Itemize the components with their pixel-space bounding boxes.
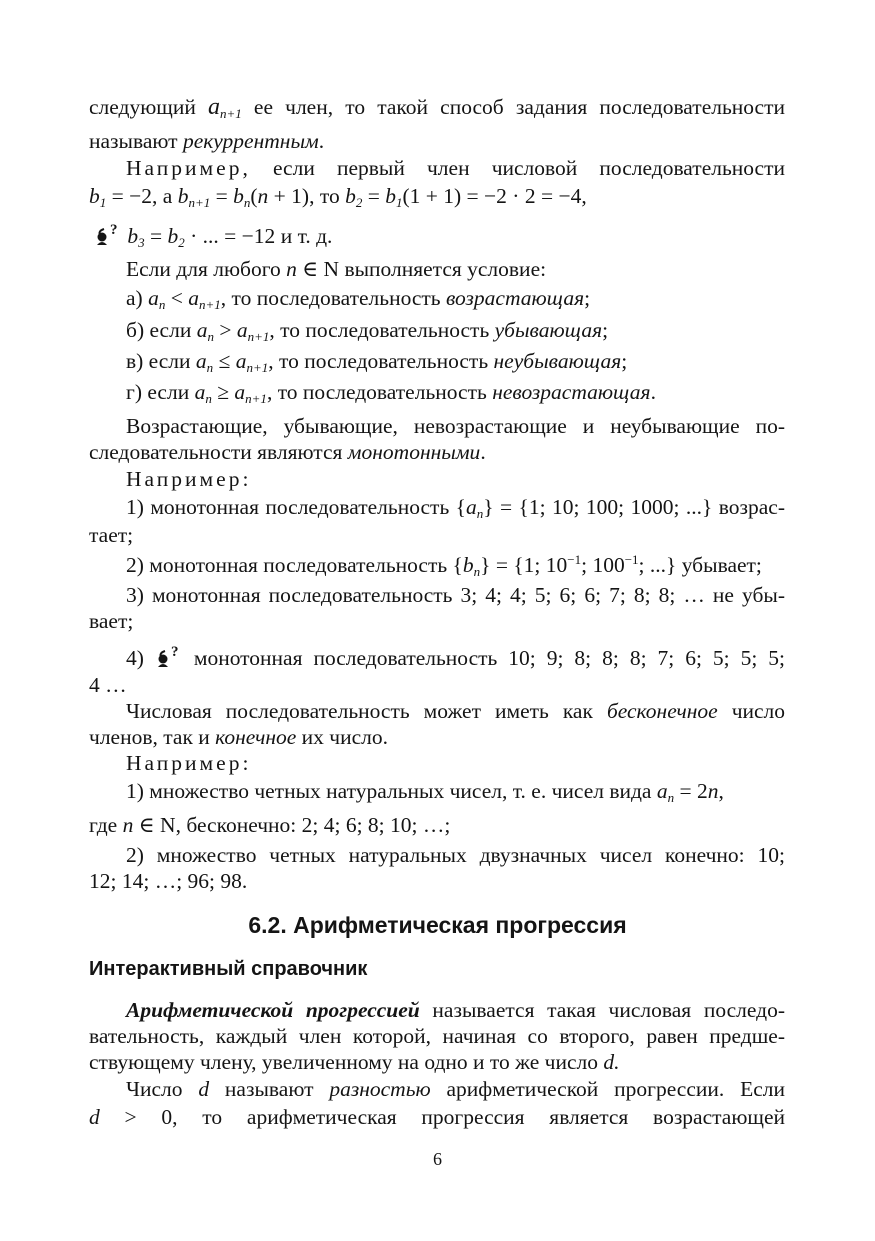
example-label: Например: <box>126 751 252 775</box>
text-line: 4 … <box>89 673 127 697</box>
example-label: Например, <box>126 156 251 180</box>
math-seq-b: $\{b_n\} = \{1$; $10^{-1}$; $100^{-1}$; ...} <box>452 552 677 579</box>
term-recurrent: рекуррентным <box>182 129 319 153</box>
math-cond-a: $a_n < a_{n+1}$ <box>148 286 221 312</box>
page-number: 6 <box>433 1149 442 1169</box>
example-label: Например: <box>126 467 252 491</box>
text-line: ствующему члену, увеличенному на одно и то же число d. <box>89 1050 620 1074</box>
text-line: ? $b_3 = b_2$ · ... = −12 и т. д. <box>94 223 785 253</box>
math-cond-d: $a_n \ge a_{n+1}$ <box>194 380 267 406</box>
text-line: называют рекуррентным. <box>89 129 325 153</box>
svg-text:?: ? <box>110 223 118 238</box>
text-line: Арифметической прогрессией называется такая числовая последо- <box>126 998 785 1022</box>
text-line: 4) ? монотонная последовательность 10; 9; 8; 8; 8; 7; 6; 5; 5; 5; <box>126 645 785 675</box>
math-seq-a: $\{a_n\} = \{1$; 10; 100; 1000; ...} <box>455 495 713 521</box>
text-line: $b_1 = -2$, а $b_{n+1} = b_n(n + 1)$, то $b_2 = b_1(1 + 1) = -2 \cdot 2 = -4$, <box>89 184 587 210</box>
svg-text:?: ? <box>170 645 179 660</box>
text-line: следующий $a_{n+1}$ ее член, то такой способ задания последовательности <box>89 94 786 121</box>
text-line: Возрастающие, убывающие, невозрастающие и неубывающие по- <box>126 414 785 438</box>
text-line: Например, если первый член числовой последовательности <box>126 156 786 180</box>
text-line: 1) множество четных натуральных чисел, т. е. чисел вида $a_n = 2n$, <box>126 779 724 805</box>
math-b3: $b_3 = b_2$ · ... = −12 <box>127 224 276 250</box>
math-n-in-N: n ∈ N <box>286 257 340 281</box>
text-line: 12; 14; …; 96; 98. <box>89 869 248 893</box>
text-line: вает; <box>89 609 134 633</box>
text-line: 3) монотонная последовательность 3; 4; 4; 5; 6; 6; 7; 8; 8; … не убы- <box>126 583 785 607</box>
text-line: членов, так и конечное их число. <box>89 725 389 749</box>
question-hint-icon[interactable] <box>155 645 183 675</box>
subsection-title: Интерактивный справочник <box>89 958 368 980</box>
math-even-formula: $a_n = 2n$ <box>656 779 719 805</box>
text-line: тает; <box>89 523 134 547</box>
math-cond-c: $a_n \le a_{n+1}$ <box>195 349 269 375</box>
text-line: где n ∈ N, бесконечно: 2; 4; 6; 8; 10; …; <box>89 813 451 837</box>
question-hint-icon[interactable] <box>94 223 122 253</box>
text-line <box>126 750 785 776</box>
math-a-n-plus-1: $a_{n+1}$ <box>208 94 242 121</box>
section-title: 6.2. Арифметическая прогрессия <box>248 912 627 938</box>
text-line: вательность, каждый член которой, начиная со второго, равен предше- <box>89 1024 785 1048</box>
math-n-in-N: n ∈ N <box>122 813 176 837</box>
text-line: г) если $a_n \ge a_{n+1}$, то последовательность невозрастающая. <box>126 380 656 406</box>
text-line: Если для любого n ∈ N выполняется условие: <box>126 257 547 281</box>
text-line: б) если $a_n > a_{n+1}$, то последовательность убывающая; <box>126 318 609 344</box>
text-line: Число d называют разностью арифметической прогрессии. Если <box>126 1077 785 1101</box>
text-line: Числовая последовательность может иметь как бесконечное число <box>126 699 786 723</box>
term-arithmetic-progression: Арифметической прогрессией <box>126 998 420 1022</box>
text-line: d > 0, то арифметическая прогрессия является возрастающей <box>89 1105 786 1129</box>
text-line: 2) монотонная последовательность $\{b_n\} = \{1$; $10^{-1}$; $100^{-1}$; ...} убывает; <box>126 552 762 579</box>
text-line <box>126 466 785 492</box>
text-line: а) $a_n < a_{n+1}$, то последовательность возрастающая; <box>126 286 591 312</box>
math-recurrence: $b_{n+1} = b_n(n + 1)$ <box>177 184 310 210</box>
math-d-positive: d > 0 <box>89 1105 173 1129</box>
text-line: в) если $a_n \le a_{n+1}$, то последовательность неубывающая; <box>126 349 628 375</box>
math-b1: $b_1 = -2$ <box>89 184 153 210</box>
text-line: 2) множество четных натуральных двузначных чисел конечно: 10; <box>126 843 785 867</box>
text-line: 1) монотонная последовательность $\{a_n\} = \{1$; 10; 100; 1000; ...} возрас- <box>126 495 786 521</box>
math-cond-b: $a_n > a_{n+1}$ <box>196 318 270 344</box>
text-line: следовательности являются монотонными. <box>89 440 486 464</box>
math-b2: $b_2 = b_1(1 + 1) = -2 \cdot 2 = -4$ <box>345 184 582 210</box>
term-monotonic: монотонными <box>347 440 481 464</box>
